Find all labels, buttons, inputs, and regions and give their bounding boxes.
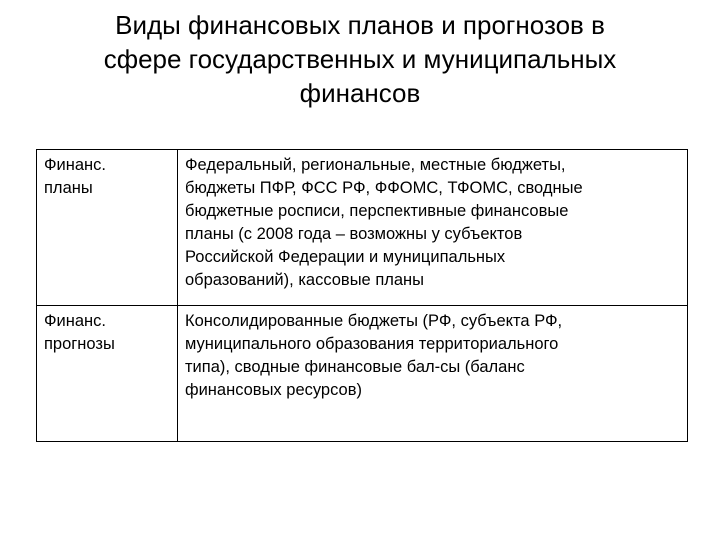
label-line: прогнозы <box>44 335 115 353</box>
table-row-plans <box>37 150 688 306</box>
label-line: Финанс. <box>44 312 106 330</box>
description-line: образований), кассовые планы <box>185 271 425 289</box>
row-description-plans <box>178 150 688 306</box>
description-line: бюджетные росписи, перспективные финансовые <box>185 202 569 220</box>
description-line: типа), сводные финансовые бал-сы (баланс <box>185 358 525 376</box>
description-line: Консолидированные бюджеты (РФ, субъекта РФ, <box>185 312 563 330</box>
label-line: Финанс. <box>44 156 106 174</box>
title-line-1: Виды финансовых планов и прогнозов в <box>115 10 605 40</box>
table-row-forecasts <box>37 306 688 442</box>
title-line-2: сфере государственных и муниципальных <box>103 44 617 74</box>
slide-title <box>60 8 660 110</box>
description-line: муниципального образования территориального <box>185 335 559 353</box>
row-label-plans <box>37 150 178 306</box>
description-line: Федеральный, региональные, местные бюджеты, <box>185 156 566 174</box>
description-line: планы (с 2008 года – возможны у субъектов <box>185 225 523 243</box>
description-line: бюджеты ПФР, ФСС РФ, ФФОМС, ТФОМС, сводные <box>185 179 583 197</box>
plans-forecasts-table <box>36 149 688 442</box>
plans-forecasts-table-wrapper <box>36 149 688 442</box>
label-line: планы <box>44 179 93 197</box>
row-description-forecasts <box>178 306 688 442</box>
row-label-forecasts <box>37 306 178 442</box>
title-line-3: финансов <box>299 78 421 108</box>
description-line: Российской Федерации и муниципальных <box>185 248 506 266</box>
description-line: финансовых ресурсов) <box>185 381 362 399</box>
